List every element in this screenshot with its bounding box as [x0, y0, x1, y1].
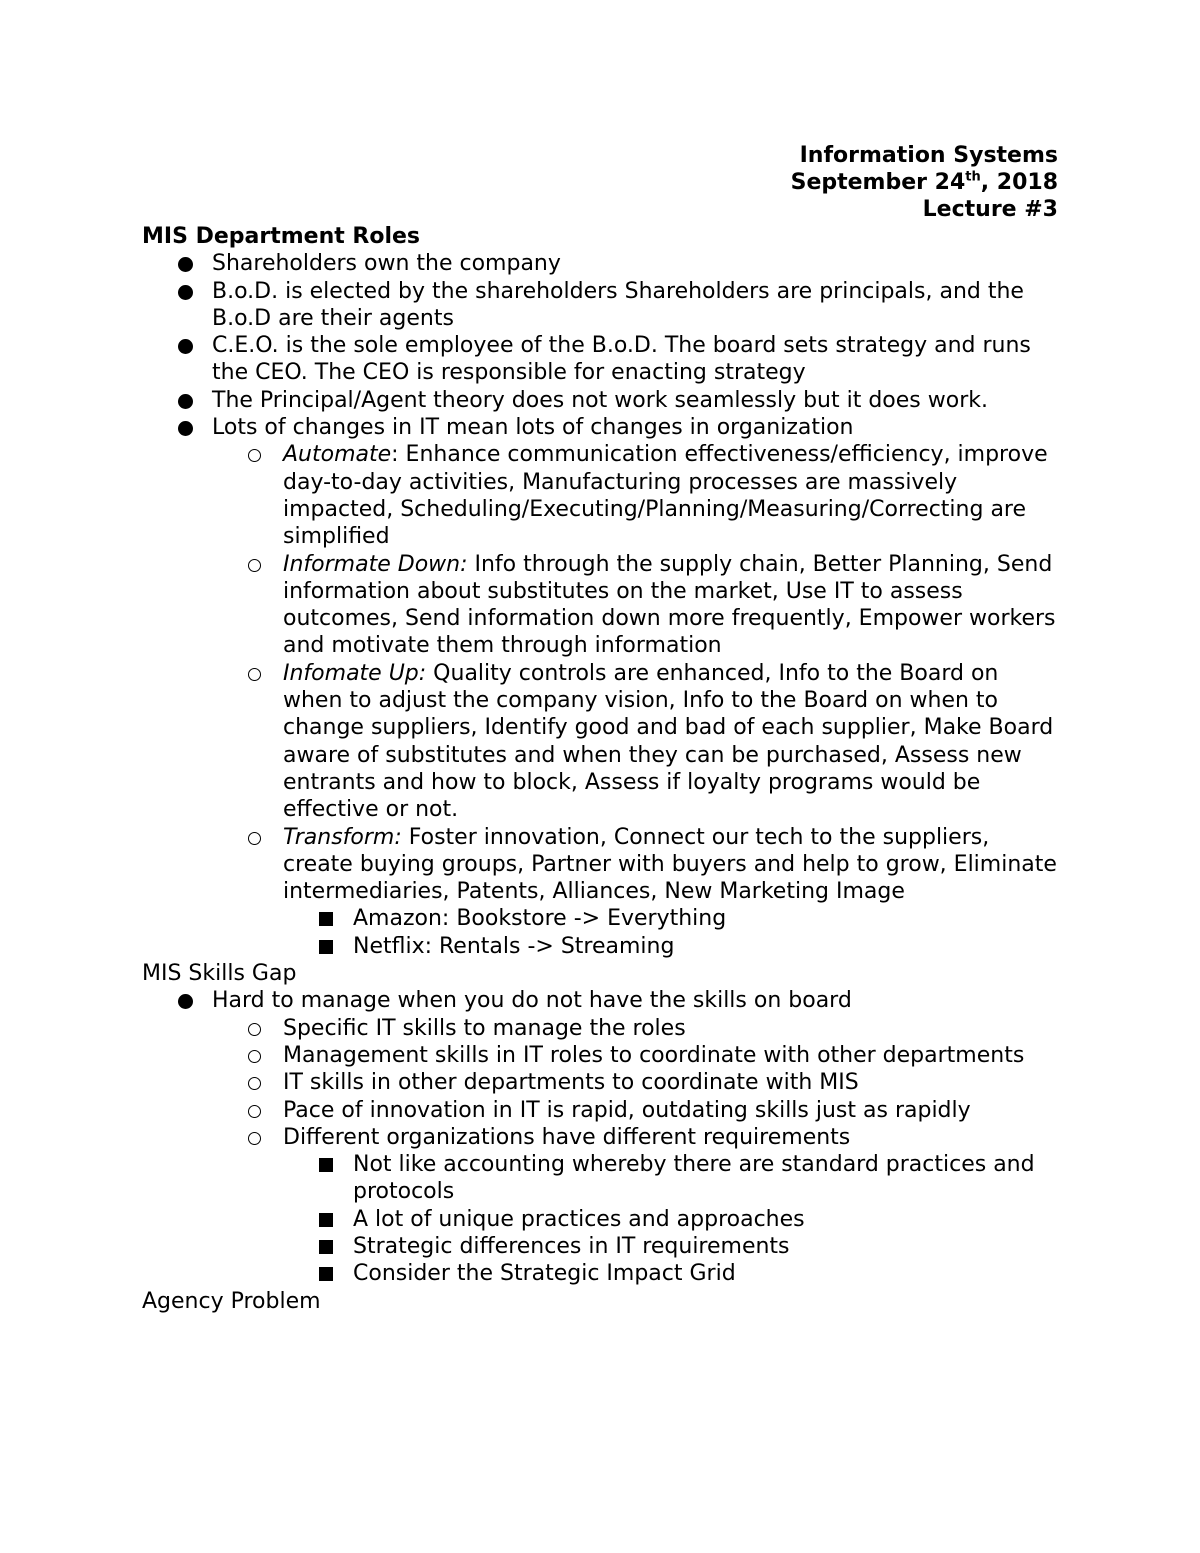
list-item — [142, 387, 1062, 414]
circle-bullet-icon — [248, 1069, 261, 1097]
section-heading-skills-gap: MIS Skills Gap — [142, 961, 297, 987]
list-item — [142, 1233, 1062, 1260]
lecture-number: Lecture #3 — [922, 197, 1058, 222]
square-bullet-icon — [319, 1233, 333, 1261]
list-item-text: Different organizations have different requirements — [283, 1124, 851, 1150]
list-item-text: Hard to manage when you do not have the skills on board — [212, 988, 852, 1014]
list-item — [142, 987, 1062, 1014]
circle-bullet-icon — [248, 551, 261, 579]
lecture-date — [791, 169, 1058, 196]
disc-bullet-icon — [178, 987, 193, 1016]
date-suffix: , 2018 — [980, 170, 1058, 195]
list-item-text: : Enhance communication effectiveness/efficiency, improve day-to-day activities, Manufacturing processes are massively impacted, Scheduling/Executing/Planning/Measuring/Correcting are simplified — [283, 442, 1048, 550]
disc-bullet-icon — [178, 278, 193, 307]
list-item-text: The Principal/Agent theory does not work seamlessly but it does work. — [212, 387, 988, 413]
list-item-text: Specific IT skills to manage the roles — [283, 1015, 686, 1041]
disc-bullet-icon — [178, 387, 193, 416]
list-item — [142, 824, 1062, 906]
circle-bullet-icon — [248, 1097, 261, 1125]
list-item-text: B.o.D. is elected by the shareholders Shareholders are principals, and the B.o.D are their agents — [212, 278, 1024, 331]
list-item-label: Infomate Up: — [283, 660, 427, 686]
date-prefix: September 24 — [790, 170, 966, 195]
list-item — [142, 1042, 1062, 1069]
list-item-text: IT skills in other departments to coordinate with MIS — [283, 1070, 859, 1096]
disc-bullet-icon — [178, 250, 193, 279]
circle-bullet-icon — [248, 441, 261, 469]
list-item — [142, 278, 1062, 333]
list-item-label: Automate — [283, 442, 392, 468]
list-item — [142, 1069, 1062, 1096]
list-item-label: Transform: — [283, 824, 402, 850]
square-bullet-icon — [319, 1151, 333, 1179]
section-heading-agency-problem: Agency Problem — [142, 1288, 321, 1314]
circle-bullet-icon — [248, 1042, 261, 1070]
list-item — [142, 1015, 1062, 1042]
list-item — [142, 933, 1062, 960]
list-item — [142, 1097, 1062, 1124]
list-item-text: A lot of unique practices and approaches — [353, 1206, 805, 1232]
list-item-text: Management skills in IT roles to coordinate with other departments — [283, 1042, 1025, 1068]
list-item — [142, 1206, 1062, 1233]
list-item — [142, 1151, 1062, 1206]
list-item-text: Pace of innovation in IT is rapid, outdating skills just as rapidly — [283, 1097, 971, 1123]
square-bullet-icon — [319, 1260, 333, 1288]
list-item-text: Strategic differences in IT requirements — [353, 1233, 790, 1259]
list-item-text: Shareholders own the company — [212, 251, 561, 277]
list-item-text: Amazon: Bookstore -> Everything — [353, 906, 727, 932]
list-item-text: Foster innovation, Connect our tech to the suppliers, create buying groups, Partner with buyers and help to grow, Eliminate intermediaries, Patents, Alliances, New Marketing Image — [283, 824, 1057, 905]
document-body — [142, 223, 1062, 1315]
disc-bullet-icon — [178, 332, 193, 361]
list-item-text: Info through the supply chain, Better Planning, Send information about substitutes on the market, Use IT to assess outcomes, Send information down more frequently, Empower workers and motivate them through information — [283, 551, 1056, 659]
circle-bullet-icon — [248, 824, 261, 852]
list-item — [142, 441, 1062, 550]
section-heading-mis-roles: MIS Department Roles — [142, 224, 421, 249]
circle-bullet-icon — [248, 1124, 261, 1152]
square-bullet-icon — [319, 1206, 333, 1234]
list-item-text: C.E.O. is the sole employee of the B.o.D. The board sets strategy and runs the CEO. The CEO is responsible for enacting strategy — [212, 333, 1031, 386]
list-item — [142, 250, 1062, 277]
list-item — [142, 551, 1062, 660]
list-item — [142, 905, 1062, 932]
square-bullet-icon — [319, 933, 333, 961]
list-item — [142, 660, 1062, 824]
document-header — [791, 142, 1058, 223]
date-superscript: th — [965, 169, 981, 185]
list-item-text: Netflix: Rentals -> Streaming — [353, 933, 675, 959]
list-item-label: Informate Down: — [283, 551, 468, 577]
course-title: Information Systems — [799, 143, 1058, 168]
list-item — [142, 332, 1062, 387]
list-item-text: Consider the Strategic Impact Grid — [353, 1261, 736, 1287]
disc-bullet-icon — [178, 414, 193, 443]
list-item-text: Lots of changes in IT mean lots of changes in organization — [212, 415, 854, 441]
circle-bullet-icon — [248, 660, 261, 688]
list-item-text: Not like accounting whereby there are standard practices and protocols — [353, 1152, 1035, 1205]
list-item — [142, 1260, 1062, 1287]
list-item — [142, 414, 1062, 441]
list-item-text: Quality controls are enhanced, Info to the Board on when to adjust the company vision, Info to the Board on when to change suppliers, Identify good and bad of each supplier, Make Board aware of substitutes and when they can be purchased, Assess new entrants and how to block, Assess if loyalty programs would be effective or not. — [283, 660, 1054, 823]
circle-bullet-icon — [248, 1015, 261, 1043]
list-item — [142, 1124, 1062, 1151]
square-bullet-icon — [319, 905, 333, 933]
